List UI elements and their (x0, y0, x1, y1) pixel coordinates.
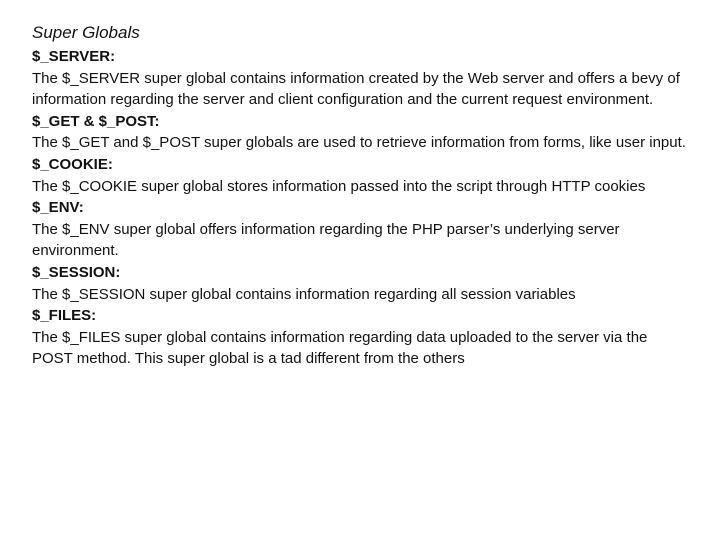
section-body: The $_SESSION super global contains information regarding all session variables (32, 285, 576, 303)
section-heading: $_COOKIE: (32, 155, 113, 173)
section-get-post (32, 111, 692, 154)
section-heading: $_SESSION: (32, 263, 121, 281)
section-session (32, 262, 692, 305)
section-heading: $_SERVER: (32, 48, 116, 65)
section-body: The $_ENV super global offers information regarding the PHP parser’s underlying server environment. (32, 220, 620, 260)
section-body: The $_SERVER super global contains information created by the Web server and offers a bevy of information regarding the server and client configuration and the current request environment. (32, 69, 680, 109)
section-heading: $_FILES: (32, 307, 97, 325)
section-server (32, 46, 692, 111)
section-body: The $_FILES super global contains information regarding data uploaded to the server via the POST method. This super global is a tad different from the others (32, 328, 648, 368)
section-body: The $_COOKIE super global stores information passed into the script through HTTP cookies (32, 177, 646, 195)
slide-content (32, 20, 692, 370)
section-heading: $_ENV: (32, 199, 84, 217)
slide-title: Super Globals (32, 23, 140, 42)
section-env (32, 197, 692, 262)
section-files (32, 305, 692, 370)
section-body: The $_GET and $_POST super globals are used to retrieve information from forms, like user input. (32, 134, 686, 152)
section-heading: $_GET & $_POST: (32, 112, 160, 130)
section-cookie (32, 154, 692, 197)
